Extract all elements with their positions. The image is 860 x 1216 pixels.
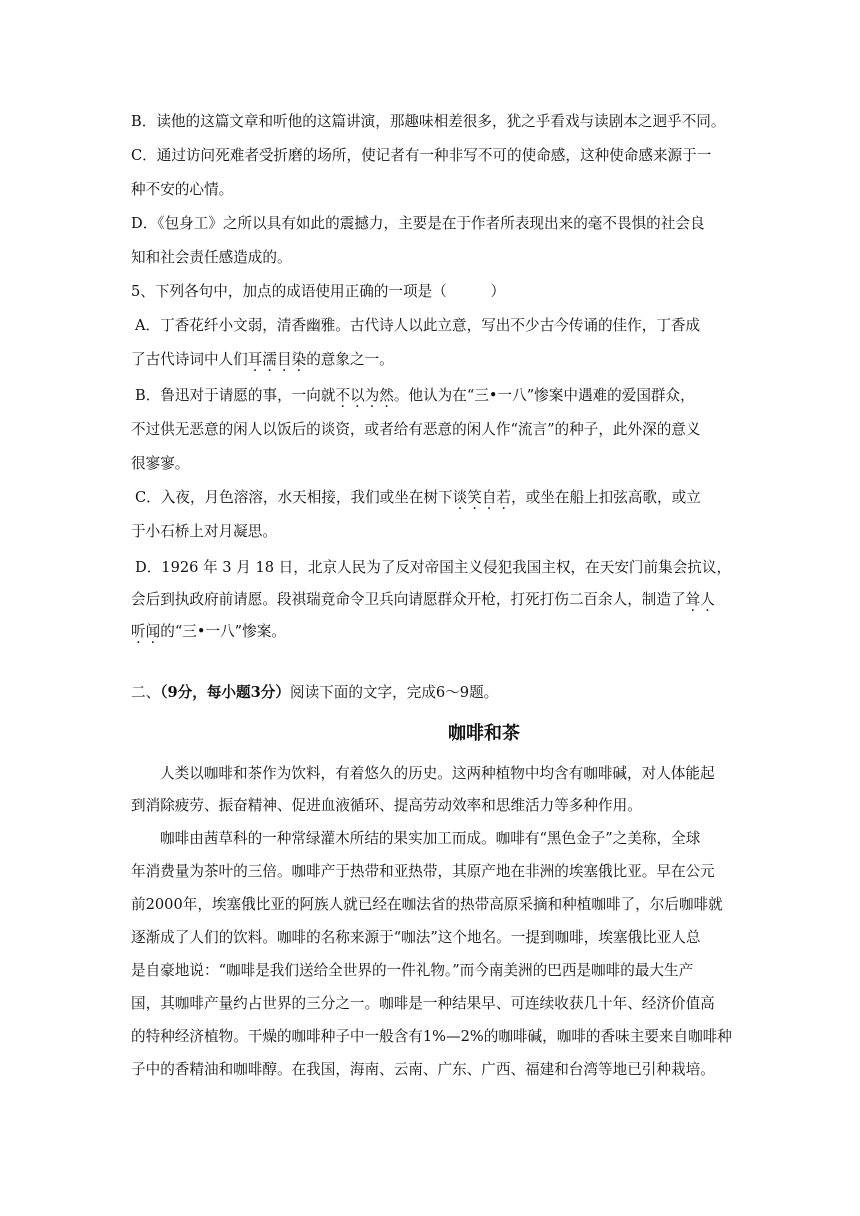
- q5-option-d-pre: 会后到执政府前请愿。段祺瑞竟命令卫兵向请愿群众开枪，打死打伤二百余人，制造了: [131, 591, 686, 608]
- article-line: 人类以咖啡和茶作为饮料，有着悠久的历史。这两种植物中均含有咖啡碱，对人体能起: [160, 765, 715, 782]
- q5-option-d-post: 的“三•一八”惨案。: [160, 623, 286, 640]
- q5-option-b-line3: 很寥寥。: [131, 455, 190, 472]
- q5-option-c-pre: C．入夜，月色溶溶，水天相接，我们或坐在树下: [135, 489, 453, 506]
- dotted-char: 笑: [467, 489, 482, 506]
- q5-option-d-line3: [131, 622, 731, 642]
- q5-option-c-line1: [135, 488, 735, 508]
- dotted-char: 然: [379, 387, 394, 404]
- dotted-char: 以: [350, 387, 365, 404]
- dotted-char: 不: [335, 387, 351, 404]
- article-line: 咖啡由茜草科的一种常绿灌木所结的果实加工而成。咖啡有“黑色金子”之美称，全球: [160, 830, 701, 847]
- article-line: 前2000年，埃塞俄比亚的阿族人就已经在咖法省的热带高原采摘和种植咖啡了，尔后咖啡就: [131, 896, 723, 913]
- q5-option-a-line1: A．丁香花纤小文弱，清香幽雅。古代诗人以此立意，写出不少古今传诵的佳作，丁香成: [135, 317, 701, 334]
- dotted-char: 濡: [262, 351, 277, 368]
- dotted-char: 听: [131, 623, 146, 640]
- q5-option-a-post: 的意象之一。: [306, 351, 394, 368]
- dotted-char: 闻: [145, 623, 161, 640]
- article-line: 国，其咖啡产量约占世界的三分之一。咖啡是一种结果早、可连续收获几十年、经济价值高: [131, 995, 715, 1012]
- q4-option-d-line1: D．《包身工》之所以具有如此的震撼力，主要是在于作者所表现出来的毫不畏惧的社会良: [131, 215, 705, 232]
- q4-option-d-line2: 知和社会责任感造成的。: [131, 249, 292, 266]
- article-line: 到消除疲劳、振奋精神、促进血液循环、提高劳动效率和思维活力等多种作用。: [131, 797, 642, 814]
- q5-option-d-line2: [131, 590, 731, 610]
- article-line: 逐渐成了人们的饮料。咖啡的名称来源于“咖法”这个地名。一提到咖啡，埃塞俄比亚人总: [131, 929, 701, 946]
- q4-option-c-line1: C．通过访问死难者受折磨的场所，使记者有一种非写不可的使命感，这种使命感来源于一: [131, 147, 712, 164]
- q4-option-b: B．读他的这篇文章和听他的这篇讲演，那趣味相差很多，犹之乎看戏与读剧本之迥乎不同。: [131, 113, 726, 130]
- section-2-heading: [131, 683, 731, 703]
- article-line: 是自豪地说：“咖啡是我们送给全世界的一件礼物。”而今南美洲的巴西是咖啡的最大生产: [131, 962, 694, 979]
- dotted-char: 耸: [685, 591, 701, 608]
- article-title-text: 咖啡和茶: [448, 723, 520, 744]
- article-line: 子中的香精油和咖啡醇。在我国，海南、云南、广东、广西、福建和台湾等地已引种栽培。: [131, 1061, 715, 1078]
- dotted-char: 若: [496, 489, 512, 506]
- dotted-char: 人: [700, 591, 715, 608]
- dotted-char: 为: [364, 387, 380, 404]
- q4-option-c-line2: 种不安的心情。: [131, 181, 234, 198]
- section-instruction: 阅读下面的文字，完成6～9题。: [289, 684, 499, 701]
- article-line: 的特种经济植物。干燥的咖啡种子中一般含有1%—2%的咖啡碱，咖啡的香味主要来自咖啡种: [131, 1028, 732, 1045]
- section-score: （9分，每小题3分）: [160, 684, 290, 701]
- article-title: [0, 719, 860, 745]
- q5-option-b-post: 。他认为在“三•一八”惨案中遇难的爱国群众，: [393, 387, 695, 404]
- section-number: 二、: [131, 684, 161, 701]
- q5-option-d-line1: D．1926 年 3 月 18 日，北京人民为了反对帝国主义侵犯我国主权，在天安门前集会抗议，: [135, 559, 732, 576]
- q5-option-c-post: ，或坐在船上扣弦高歌，或立: [511, 489, 701, 506]
- q5-option-c-line2: 于小石桥上对月凝思。: [131, 523, 277, 540]
- dotted-char: 耳: [247, 351, 263, 368]
- dotted-char: 自: [481, 489, 497, 506]
- q5-stem: 5、下列各句中，加点的成语使用正确的一项是（ ）: [131, 283, 506, 300]
- q5-option-b-pre: B．鲁迅对于请愿的事，一向就: [135, 387, 336, 404]
- dotted-char: 染: [291, 351, 307, 368]
- q5-option-a-line2: [131, 350, 731, 370]
- q5-option-b-line2: 不过供无恶意的闲人以饭后的谈资，或者给有恶意的闲人作“流言”的种子，此外深的意义: [131, 421, 701, 438]
- q5-option-b-line1: [135, 386, 735, 406]
- article-line: 年消费量为茶叶的三倍。咖啡产于热带和亚热带，其原产地在非洲的埃塞俄比亚。早在公元: [131, 863, 715, 880]
- dotted-char: 目: [276, 351, 292, 368]
- dotted-char: 谈: [452, 489, 468, 506]
- q5-option-a-pre: 了古代诗词中人们: [131, 351, 248, 368]
